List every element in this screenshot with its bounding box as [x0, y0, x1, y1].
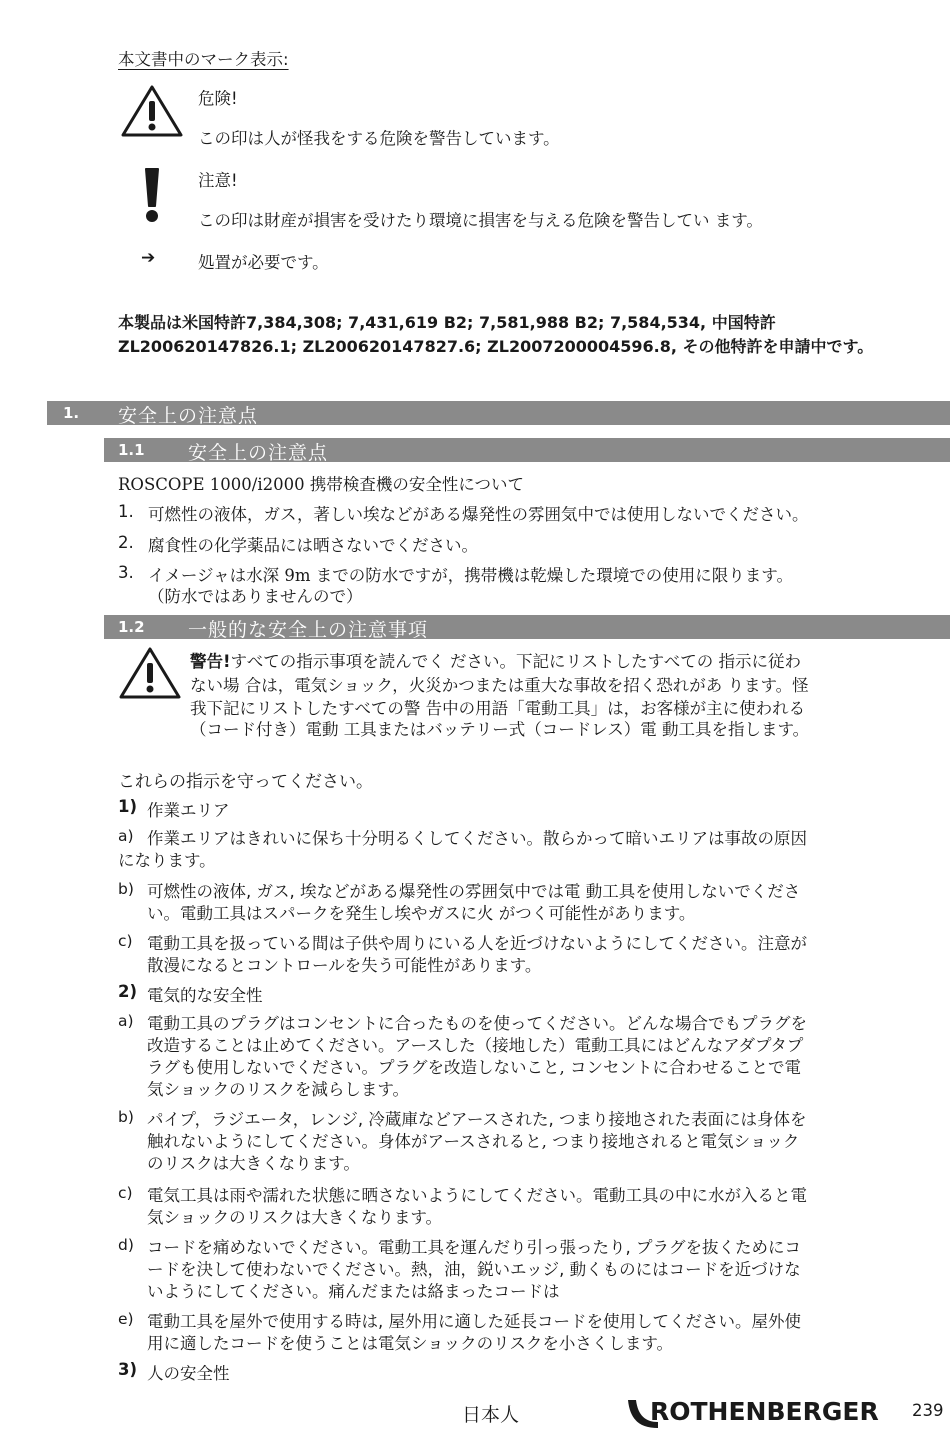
list-item-text: 腐食性の化学薬品には晒さないでください。 — [148, 536, 478, 555]
item-text-cont: 散漫になるとコントロールを失う可能性があります。 — [147, 956, 542, 975]
subsection-number: 2) — [118, 982, 138, 1001]
item-text-bold: い。 — [147, 904, 180, 923]
section-number: 1.2 — [118, 618, 145, 636]
patent-line-2: ZL200620147826.1; ZL200620147827.6; ZL2007200004596.8, その他特許を申請中です。 — [118, 337, 874, 356]
item-text — [147, 1308, 801, 1332]
section-1-1-header — [104, 438, 950, 462]
caution-text: この印は財産が損害を受けたり環境に損害を与える危険を警告してい ます。 — [198, 211, 763, 230]
warning-line-3: 我下記にリストしたすべての警 告中の用語「電動工具」は，お客様が主に使われる — [190, 699, 806, 718]
footer-language: 日本人 — [462, 1404, 520, 1426]
instructions-heading: これらの指示を守ってください。 — [118, 772, 373, 792]
item-letter: b) — [118, 1108, 134, 1126]
item-text-bold: 電動工具を扱っている間は子供や周りにいる人を近づけないようにしてください。 — [147, 934, 758, 953]
warning-triangle-icon — [118, 646, 182, 700]
item-letter: b) — [118, 880, 134, 898]
item-text-cont: 気ショックのリスクは大きくなります。 — [147, 1208, 443, 1227]
caution-label: 注意! — [198, 171, 238, 190]
item-text-cont: のリスクは大きくなります。 — [147, 1154, 360, 1173]
section-1-header — [47, 401, 950, 425]
section-number: 1.1 — [118, 441, 145, 459]
warning-line-2: ない場 合は，電気ショック，火災かつまたは重大な事故を招く恐れがあ ります。怪 — [190, 676, 809, 695]
action-text: 処置が必要です。 — [198, 253, 329, 272]
item-text-bold: パイプ，ラジエータ，レンジ, 冷蔵庫などアースされた, つまり接地された表面には身体を — [147, 1110, 807, 1129]
item-text-bold: ラグも使用しないでください。 — [147, 1058, 378, 1077]
item-letter: c) — [118, 932, 133, 950]
list-item-text-cont: （防水ではありませんので） — [148, 587, 363, 606]
brand-logo: ROTHENBERGER — [650, 1397, 879, 1426]
item-letter: c) — [118, 1184, 133, 1202]
item-text — [147, 1182, 807, 1206]
item-text: 屋外使 — [751, 1312, 801, 1331]
section-title: 一般的な安全上の注意事項 — [188, 619, 429, 641]
list-item-number: 3. — [118, 563, 134, 582]
list-item-text: 可燃性の液体，ガス，著しい埃などがある爆発性の雰囲気中では使用しないでください。 — [148, 505, 809, 524]
list-item-number: 1. — [118, 502, 134, 521]
item-letter: a) — [118, 1012, 134, 1030]
page-number: 239 — [912, 1401, 944, 1420]
warning-text: すべての指示事項を読んでく ださい。下記にリストしたすべての 指示に従わ — [230, 652, 802, 671]
patent-line-1: 本製品は米国特許7,384,308; 7,431,619 B2; 7,581,988 B2; 7,584,534, 中国特許 — [118, 313, 776, 332]
caution-exclamation-icon — [143, 166, 161, 224]
item-text-bold: 可燃性の液体, ガス, 埃などがある爆発性の雰囲気中では電 動工具を使用しないでくださ — [147, 882, 801, 901]
danger-label: 危険! — [198, 89, 238, 108]
subsection-title: 人の安全性 — [147, 1364, 230, 1383]
item-text-bold: 触れないようにしてください。 — [147, 1132, 378, 1151]
subsection-title: 電気的な安全性 — [147, 986, 263, 1005]
item-text — [147, 930, 807, 954]
warning-line-1 — [190, 648, 801, 672]
warning-triangle-icon — [120, 84, 184, 138]
warning-bold: 警告! — [190, 652, 231, 671]
arrow-right-icon: ➔ — [141, 248, 156, 268]
item-text: 注意が — [757, 934, 807, 953]
item-text — [147, 1054, 801, 1078]
section-title: 安全上の注意点 — [118, 405, 259, 427]
item-text: 身体がアースされると, つまり接地されると電気ショック — [378, 1132, 800, 1151]
section-1-2-header — [104, 615, 950, 639]
item-text-cont: になります。 — [118, 851, 216, 870]
item-text: 電動工具はスパークを発生し埃やガスに火 がつく可能性があります。 — [180, 904, 696, 923]
item-text: 電動工具の中に水が入ると電 — [592, 1186, 807, 1205]
list-item-number: 2. — [118, 533, 134, 552]
item-text-bold: 電動工具のプラグはコンセントに合ったものを使ってください。どんな場合でもプラグを — [147, 1014, 807, 1033]
item-text-cont: 用に適したコードを使うことは電気ショックのリスクを小さくします。 — [147, 1334, 674, 1353]
section-1-1-intro: ROSCOPE 1000/i2000 携帯検査機の安全性について — [118, 475, 525, 494]
item-text — [147, 1128, 799, 1152]
item-text-bold: 改造することは止めてください。アースした（接地した）電動工具にはどんなアダプタプ — [147, 1036, 804, 1055]
item-text: 痛んだまたは絡まったコードは — [328, 1282, 560, 1301]
subsection-number: 1) — [118, 797, 138, 816]
item-text-bold: いようにしてください。 — [147, 1282, 329, 1301]
subsection-number: 3) — [118, 1360, 138, 1379]
item-letter: e) — [118, 1310, 134, 1328]
item-text-bold: 電気工具は雨や濡れた状態に晒さないようにしてください。 — [147, 1186, 593, 1205]
item-letter: a) — [118, 827, 134, 845]
item-text-bold: 電動工具を屋外で使用する時は, 屋外用に適した延長コードを使用してください。 — [147, 1312, 752, 1331]
warning-line-4: （コード付き）電動 工具またはバッテリー式（コードレス）電 動工具を指します。 — [190, 720, 810, 739]
item-text: 作業エリアはきれいに保ち十分明るくしてください。散らかって暗いエリアは事故の原因 — [147, 829, 807, 848]
item-text-cont — [147, 900, 695, 924]
section-number: 1. — [63, 404, 80, 422]
item-text-bold: ードを決して使わないでください。熱，油，鋭いエッジ, 動くものにはコードを近づけな — [147, 1260, 801, 1279]
danger-text: この印は人が怪我をする危険を警告しています。 — [198, 129, 560, 148]
item-text: プラグを改造しないこと, コンセントに合わせることで電 — [378, 1058, 801, 1077]
item-text-bold: コードを痛めないでください。電動工具を運んだり引っ張ったり, プラグを抜くためにコ — [147, 1238, 801, 1257]
section-title: 安全上の注意点 — [188, 442, 329, 464]
marks-title: 本文書中のマーク表示: — [118, 50, 289, 69]
item-letter: d) — [118, 1236, 134, 1254]
item-text — [147, 1278, 560, 1302]
list-item-text: イメージャは水深 9m までの防水ですが，携帯機は乾燥した環境での使用に限ります。 — [148, 566, 793, 585]
item-text-cont: 気ショックのリスクを減らします。 — [147, 1080, 410, 1099]
subsection-title: 作業エリア — [147, 801, 230, 820]
